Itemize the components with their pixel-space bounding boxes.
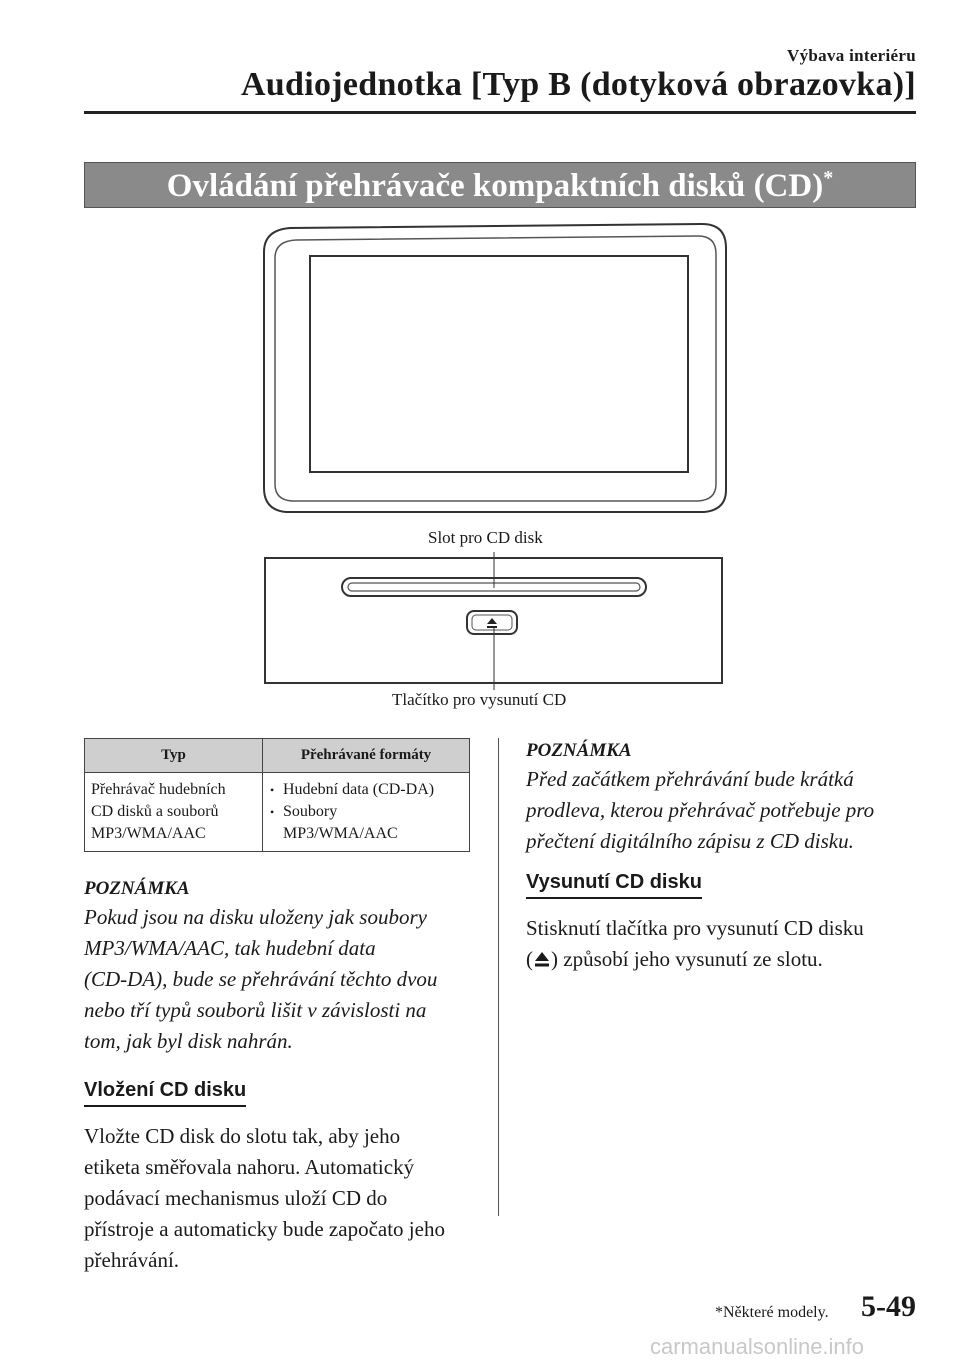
table-cell-type [85, 773, 263, 852]
type-line: CD disků a souborů [91, 803, 219, 820]
insert-cd-text [84, 1121, 472, 1276]
note-line: nebo tří typů souborů lišit v závislosti na [84, 998, 427, 1022]
note-line: prodleva, kterou přehrávač potřebuje pro [526, 798, 875, 822]
note-line: (CD-DA), bude se přehrávání těchto dvou [84, 967, 438, 991]
table-header-type: Typ [85, 739, 263, 773]
cd-unit-illustration [260, 222, 730, 712]
section-label: Výbava interiéru [787, 46, 916, 65]
left-column [84, 738, 472, 1276]
header-rule [84, 111, 916, 114]
note-line: Pokud jsou na disku uloženy jak soubory [84, 905, 427, 929]
display-screen [310, 256, 688, 472]
body-line: přehrávání. [84, 1248, 180, 1272]
formats-table [84, 738, 470, 852]
banner-asterisk: * [823, 167, 834, 189]
note-heading: POZNÁMKA [526, 740, 632, 761]
chapter-title: Audiojednotka [Typ B (dotyková obrazovka)] [240, 66, 916, 103]
format-item-continued: MP3/WMA/AAC [283, 825, 398, 842]
format-item: • Hudební data (CD-DA) [269, 779, 463, 801]
body-line: podávací mechanismus uloží CD do [84, 1186, 388, 1210]
body-line: etiketa směřovala nahoru. Automatický [84, 1155, 415, 1179]
table-row [85, 773, 470, 852]
eject-cd-text [526, 913, 918, 978]
watermark: carmanualsonline.info [650, 1334, 865, 1359]
note-block [84, 878, 472, 1057]
note-line: přečtení digitálního zápisu z CD disku. [526, 829, 854, 853]
note-line: tom, jak byl disk nahrán. [84, 1029, 293, 1053]
eject-icon [534, 947, 550, 978]
column-divider [498, 738, 499, 1216]
table-cell-formats [263, 773, 470, 852]
formats-list [269, 779, 463, 823]
type-line: MP3/WMA/AAC [91, 825, 206, 842]
slot-label: Slot pro CD disk [428, 528, 543, 547]
note-text [84, 902, 472, 1057]
footnote: *Některé modely. [715, 1304, 829, 1321]
body-line: přístroje a automaticky bude započato jeho [84, 1217, 445, 1241]
note-line: MP3/WMA/AAC, tak hudební data [84, 936, 376, 960]
section-banner [84, 162, 916, 208]
body-line: Vložte CD disk do slotu tak, aby jeho [84, 1124, 401, 1148]
paren-open: ( [526, 947, 533, 971]
table-header-formats: Přehrávané formáty [263, 739, 470, 773]
insert-cd-heading: Vložení CD disku [84, 1079, 246, 1107]
body-line [526, 944, 918, 978]
eject-button-label: Tlačítko pro vysunutí CD [392, 690, 567, 709]
page-number: 5-49 [861, 1290, 916, 1323]
body-line: Stisknutí tlačítka pro vysunutí CD disku [526, 916, 864, 940]
note-block [526, 740, 918, 857]
note-heading: POZNÁMKA [84, 878, 190, 899]
note-text [526, 764, 918, 857]
right-column [526, 740, 918, 978]
banner-title: Ovládání přehrávače kompaktních disků (CD) [166, 168, 824, 204]
eject-text-rest: ) způsobí jeho vysunutí ze slotu. [551, 947, 823, 971]
cd-unit-drawing [260, 222, 730, 712]
eject-cd-heading: Vysunutí CD disku [526, 871, 702, 899]
table-header-row [85, 739, 470, 773]
type-line: Přehrávač hudebních [91, 781, 226, 798]
note-line: Před začátkem přehrávání bude krátká [526, 767, 854, 791]
format-item: • Soubory [269, 801, 463, 823]
